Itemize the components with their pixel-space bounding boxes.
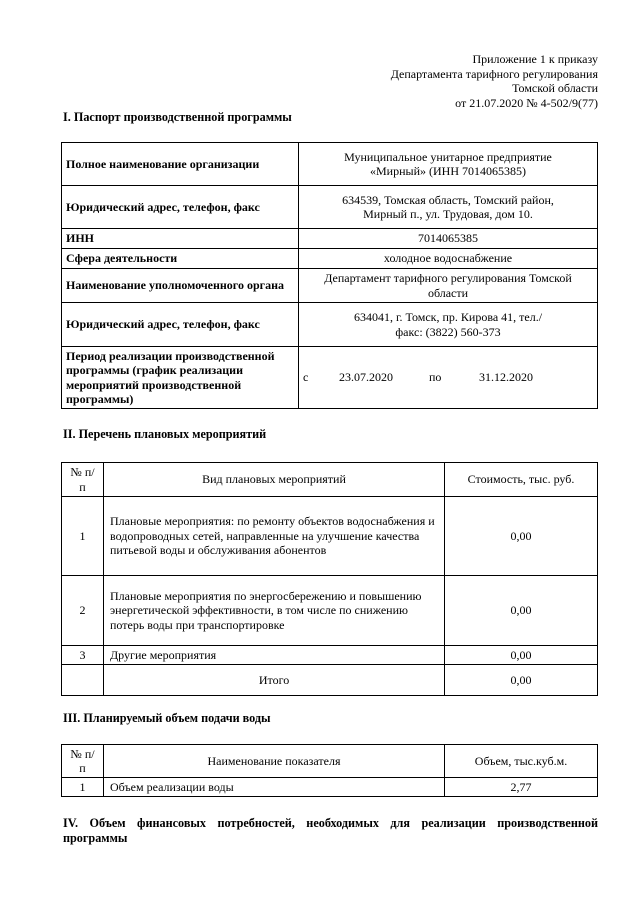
row-label: Юридический адрес, телефон, факс [62,186,299,229]
row-name: Другие мероприятия [104,646,445,665]
section3-title: III. Планируемый объем подачи воды [63,711,271,725]
row-cost: 0,00 [445,497,598,576]
row-cost: 0,00 [445,576,598,646]
table-header-row [62,745,598,778]
row-cost: 0,00 [445,646,598,665]
row-name: Плановые мероприятия: по ремонту объектов водоснабжения и водопроводных сетей, направленные на улучшение качества питьевой воды и обслуживания абонентов [104,497,445,576]
table-row [62,186,598,229]
table-row [62,778,598,797]
section4-title: IV. Объем финансовых потребностей, необходимых для реализации производственной программы [63,816,598,845]
activities-table [61,462,598,696]
row-label: ИНН [62,229,299,249]
table-row [62,143,598,186]
section2-title: II. Перечень плановых мероприятий [63,427,267,441]
table-row [62,646,598,665]
period-row [62,347,598,409]
row-value: 634041, г. Томск, пр. Кирова 41, тел./факс: (3822) 560-373 [299,303,598,347]
table-row [62,269,598,303]
period-to-word: по [429,370,442,385]
table-row [62,249,598,269]
row-name: Плановые мероприятия по энергосбережению и повышению энергетической эффективности, в том числе по снижению потерь воды при транспортировке [104,576,445,646]
section1-title: I. Паспорт производственной программы [63,110,292,124]
table-row [62,497,598,576]
appendix-header [391,52,598,110]
table-row [62,229,598,249]
row-value: холодное водоснабжение [299,249,598,269]
row-number: 1 [62,778,104,797]
period-from-word: с [303,370,309,385]
col-header-name: Вид плановых мероприятий [104,463,445,497]
col-header-cost: Стоимость, тыс. руб. [445,463,598,497]
total-cost: 0,00 [445,665,598,696]
water-volume-table [61,744,598,797]
header-line: Департамента тарифного регулирования [390,66,598,81]
row-name: Объем реализации воды [104,778,445,797]
header-line: от 21.07.2020 № 4-502/9(77) [455,95,598,110]
row-label: Полное наименование организации [62,143,299,186]
table-row [62,576,598,646]
total-label: Итого [104,665,445,696]
col-header-number: № п/п [62,745,104,778]
table-row [62,303,598,347]
row-label: Период реализации производственной программы (график реализации мероприятий производственной программы) [62,347,299,409]
row-value: 7014065385 [299,229,598,249]
row-number: 1 [62,497,104,576]
row-number: 3 [62,646,104,665]
row-number: 2 [62,576,104,646]
row-value: Департамент тарифного регулирования Томской области [299,269,598,303]
col-header-number: № п/п [62,463,104,497]
total-row [62,665,598,696]
row-value: Муниципальное унитарное предприятие «Мирный» (ИНН 7014065385) [299,143,598,186]
passport-table [61,142,598,409]
row-value: 2,77 [445,778,598,797]
table-header-row [62,463,598,497]
row-label: Наименование уполномоченного органа [62,269,299,303]
period-value [299,347,598,409]
col-header-volume: Объем, тыс.куб.м. [445,745,598,778]
header-line: Приложение 1 к приказу [472,52,598,66]
col-header-name: Наименование показателя [104,745,445,778]
header-line: Томской области [512,81,598,95]
period-to: 31.12.2020 [479,370,533,385]
empty-cell [62,665,104,696]
period-from: 23.07.2020 [339,370,393,385]
row-value: 634539, Томская область, Томский район, Мирный п., ул. Трудовая, дом 10. [299,186,598,229]
row-label: Сфера деятельности [62,249,299,269]
row-label: Юридический адрес, телефон, факс [62,303,299,347]
